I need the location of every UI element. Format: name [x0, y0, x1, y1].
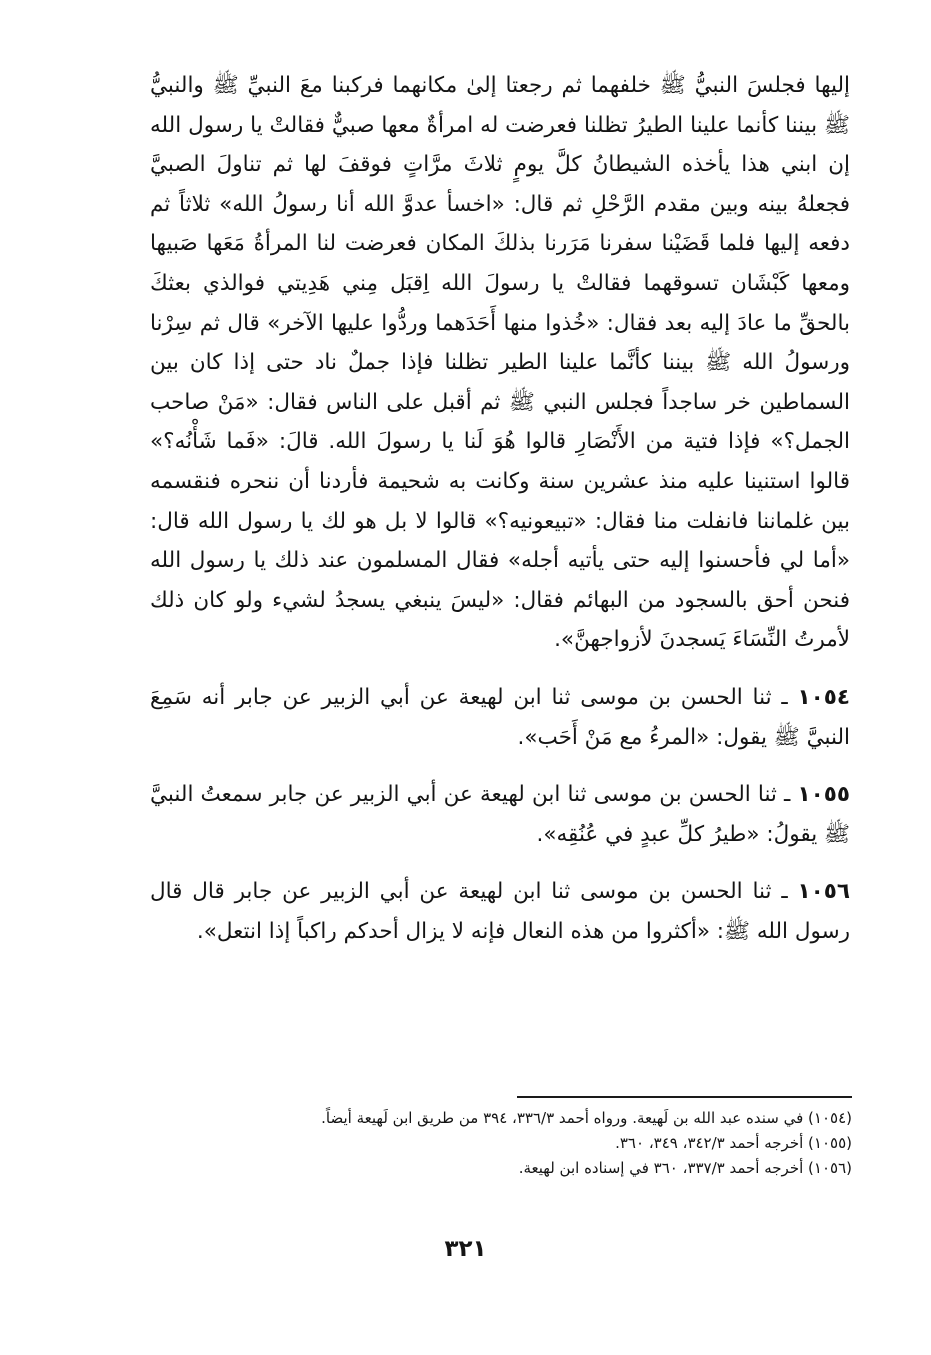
footnote-1056: (١٠٥٦) أخرجه أحمد ٣٣٧/٣، ٣٦٠ في إسناده ابن لهيعة. — [518, 1159, 852, 1177]
footnote-1055: (١٠٥٥) أخرجه أحمد ٣٤٢/٣، ٣٤٩، ٣٦٠. — [615, 1134, 852, 1152]
hadith-text: ـ ثنا الحسن بن موسى ثنا ابن لهيعة عن أبي الزبير عن جابر أنه سَمِعَ النبيَّ ﷺ يقول: «المرءُ مع مَنْ أَحَب». — [150, 684, 850, 750]
footnote-divider — [517, 1096, 852, 1098]
hadith-number: ١٠٥٤ — [797, 684, 850, 710]
hadith-1054 — [150, 678, 850, 757]
main-text-block — [150, 66, 850, 951]
footnotes-block — [150, 1106, 852, 1181]
hadith-text: ـ ثنا الحسن بن موسى ثنا ابن لهيعة عن أبي الزبير عن جابر سمعتُ النبيَّ ﷺ يقولُ: «طيرُ كلِّ عبدٍ في عُنُقِه». — [150, 782, 850, 847]
page-number: ٣٢١ — [444, 1236, 487, 1262]
hadith-number: ١٠٥٥ — [797, 782, 850, 808]
hadith-text: ـ ثنا الحسن بن موسى ثنا ابن لهيعة عن أبي الزبير عن جابر قال قال رسول الله ﷺ: «أكثروا من هذه النعال فإنه لا يزال أحدكم راكباً إذا انتعل». — [150, 879, 850, 944]
footnote-1054: (١٠٥٤) في سنده عبد الله بن لَهيعة. ورواه أحمد ٣٣٦/٣، ٣٩٤ من طريق ابن لَهيعة أيضاً. — [321, 1109, 852, 1127]
narrative-paragraph: إليها فجلسَ النبيُّ ﷺ خلفهما ثم رجعتا إلىٰ مكانهما فركبنا معَ النبيِّ ﷺ والنبيُّ ﷺ بيننا كأنما علينا الطيرُ تظلنا فعرضت له امرأةٌ معها صبيٌّ فقالتْ يا رسول الله إن ابني هذا يأخذه الشيطانُ كلَّ يومٍ ثلاثَ مرَّاتٍ فوقفَ لها ثم تناولَ الصبيَّ فجعلهُ بينه وبين مقدم الرَّحْلِ ثم قال: «اخسأ عدوَّ الله أنا رسولُ الله» ثلاثاً ثم دفعه إليها فلما قَضَيْنا سفرنا مَرَرنا بذلكَ المكان فعرضت لنا المرأةُ مَعَها صَبيها ومعها كَبْشَان تسوقهما فقالتْ يا رسولَ الله اِقبَل مِني هَدِيتي فوالذي بعثكَ بالحقِّ ما عادَ إليه بعد فقال: «خُذوا منها أَحَدَهما وردُّوا عليها الآخر» قال ثم سِرْنا ورسولُ الله ﷺ بيننا كأنَّما علينا الطير تظلنا فإذا جملٌ ناد حتى إذا كان بين السماطين خر ساجداً فجلس النبي ﷺ ثم أقبل على الناس فقال: «مَنْ صاحب الجمل؟» فإذا فتية من الأَنْصَارِ قالوا هُوَ لَنا يا رسولَ الله. قالَ: «فَما شَأْنُه؟» قالوا استنينا عليه منذ عشرين سنة وكانت به شحيمة فأردنا أن ننحره فنقسمه بين غلماننا فانفلت منا فقال: «تبيعونيه؟» قالوا لا بل هو لك يا رسول الله قال: «أما لي فأحسنوا إليه حتى يأتيه أجله» فقال المسلمون عند ذلك يا رسول الله فنحن أحق بالسجود من البهائم فقال: «ليسَ ينبغي يسجدُ لشيء ولو كان ذلك لأمرتُ النِّسَاءَ يَسجدنَ لأزواجهنَّ». — [150, 73, 850, 653]
hadith-1056 — [150, 872, 850, 951]
hadith-1055 — [150, 775, 850, 854]
hadith-number: ١٠٥٦ — [797, 879, 850, 905]
